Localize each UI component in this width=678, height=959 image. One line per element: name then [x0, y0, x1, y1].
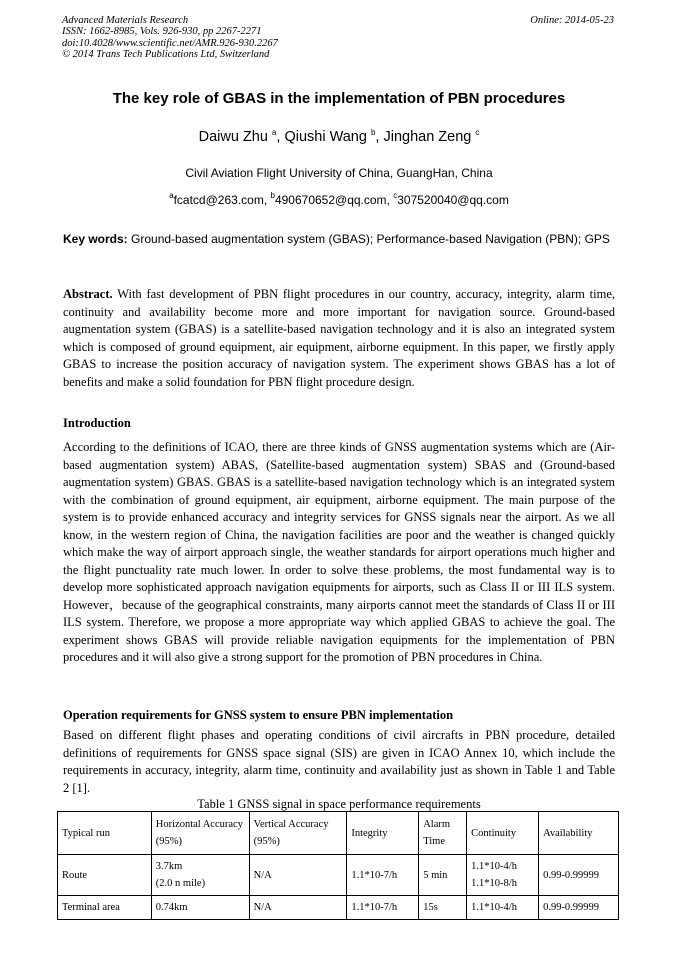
operation-text: Based on different flight phases and operating conditions of civil aircrafts in PBN procedure, detailed definitions of requirements for GNSS space signal (SIS) are given in ICAO Annex 10, which include the requirements in accuracy, integrity, alarm time, continuity and availability just as shown in Table 1 and Table 2 [1]. [63, 728, 615, 795]
paper-title: The key role of GBAS in the implementation of PBN procedures [112, 90, 566, 107]
email-address[interactable]: 307520040@qq.com [397, 193, 509, 207]
introduction-text: According to the definitions of ICAO, there are three kinds of GNSS augmentation systems which are (Air-based augmentation system) ABAS, (Satellite-based augmentation system) SBAS and (Ground-based augmentation system) GBAS. GBAS is a satellite-based navigation technology which is an integrated system with the combination of ground equipment, air equipment, airborne equipment. The main purpose of the system is to provide enhanced accuracy and integrity services for GNSS signals near the airport. As we all know, in the western region of China, the navigation facilities are poor and the weather is changed quickly which make the way of airport approach single, the weather standards for airport operations much higher and the flight punctuality rate much lower. In order to solve these problems, the most fundamental way is to develop more sophisticated approach navigation equipments for airports, such as Class II or III ILS system. However，because of the geographical constraints, many airports cannot meet the standards of Class II or III ILS system. Therefore, we propose a more appropriate way which applied GBAS to achieve the goal. The experiment shows GBAS will provide reliable navigation equipments for the implementation of PBN procedures and it will also give a strong support for the promotion of PBN procedures in China. [63, 440, 615, 664]
journal-header [62, 15, 278, 61]
operation-heading: Operation requirements for GNSS system to ensure PBN implementation [63, 708, 454, 722]
affiliation: Civil Aviation Flight University of China, GuangHan, China [185, 166, 493, 180]
abstract-label: Abstract. [63, 287, 113, 301]
table-cell: 15s [419, 896, 467, 920]
author-mark: a [271, 128, 277, 137]
email-mark: b [270, 191, 275, 200]
table-header-row [58, 812, 619, 855]
table-cell [151, 855, 249, 896]
author-mark: b [370, 128, 376, 137]
table-cell: N/A [249, 896, 347, 920]
table-row [58, 855, 619, 896]
cell-line: 1.1*10-8/h [471, 878, 517, 889]
author-name: Daiwu Zhu [198, 129, 268, 145]
journal-name: Advanced Materials Research [62, 15, 189, 26]
table-header-cell: Vertical Accuracy (95%) [249, 812, 347, 855]
table-cell: 0.74km [151, 896, 249, 920]
keywords-label: Key words: [63, 232, 128, 246]
author-name: Jinghan Zeng [383, 129, 472, 145]
author-list: Daiwu Zhu $^a$, Qiushi Wang $^b$, Jinghan Zeng $^c$ [198, 128, 480, 145]
online-date: Online: 2014-05-23 [530, 15, 614, 26]
email-list: $^a$fcatcd@263.com, $^b$490670652@qq.com, $^c$307520040@qq.com [169, 191, 509, 207]
journal-doi: doi:10.4028/www.scientific.net/AMR.926-930.2267 [62, 37, 278, 49]
cell-line: 3.7km [155, 861, 183, 872]
table-cell: Terminal area [58, 896, 152, 920]
table-header-cell: Typical run [58, 812, 152, 855]
journal-copyright: © 2014 Trans Tech Publications Ltd, Switzerland [62, 49, 270, 61]
table-header-cell: Integrity [347, 812, 419, 855]
email-mark: a [169, 191, 174, 200]
table-cell: 0.99-0.99999 [539, 855, 619, 896]
keywords-block [63, 231, 615, 248]
abstract-text: With fast development of PBN flight procedures in our country, accuracy, integrity, alarm time, continuity and availability become more and more important for navigation source. Ground-based augmentation system (GBAS) is a satellite-based navigation technology and it is also an integrated system which is composed of ground equipment, air equipment, airborne equipment. In this paper, we firstly apply GBAS to increase the position accuracy of navigation system. The experiment shows GBAS has a lot of benefits and make a solid foundation for PBN flight procedure design. [63, 287, 615, 389]
email-address[interactable]: 490670652@qq.com [274, 193, 387, 207]
table-cell: 1.1*10-7/h [347, 896, 419, 920]
table-cell: 1.1*10-7/h [347, 855, 419, 896]
table-cell: Route [58, 855, 152, 896]
table-cell: 5 min [419, 855, 467, 896]
email-address[interactable]: fcatcd@263.com [173, 193, 264, 207]
abstract-block [63, 286, 615, 391]
author-name: Qiushi Wang [284, 129, 367, 145]
introduction-heading: Introduction [63, 416, 131, 430]
table-cell: 1.1*10-4/h [467, 896, 539, 920]
table-cell: 0.99-0.99999 [539, 896, 619, 920]
table-cell: N/A [249, 855, 347, 896]
table-cell [467, 855, 539, 896]
cell-line: (2.0 n mile) [155, 878, 206, 889]
table-header-cell: Continuity [467, 812, 539, 855]
table-header-cell: Alarm Time [419, 812, 467, 855]
journal-issn: ISSN: 1662-8985, Vols. 926-930, pp 2267-2271 [62, 26, 262, 38]
table-row [58, 896, 619, 920]
cell-line: 1.1*10-4/h [471, 861, 517, 872]
table-caption: Table 1 GNSS signal in space performance requirements [197, 797, 481, 811]
table-header-cell: Horizontal Accuracy (95%) [151, 812, 249, 855]
author-mark: c [475, 128, 480, 137]
performance-table [57, 811, 619, 920]
table-header-cell: Availability [539, 812, 619, 855]
email-mark: c [393, 191, 398, 200]
keywords-text: Ground-based augmentation system (GBAS); Performance-based Navigation (PBN); GPS [131, 232, 610, 246]
